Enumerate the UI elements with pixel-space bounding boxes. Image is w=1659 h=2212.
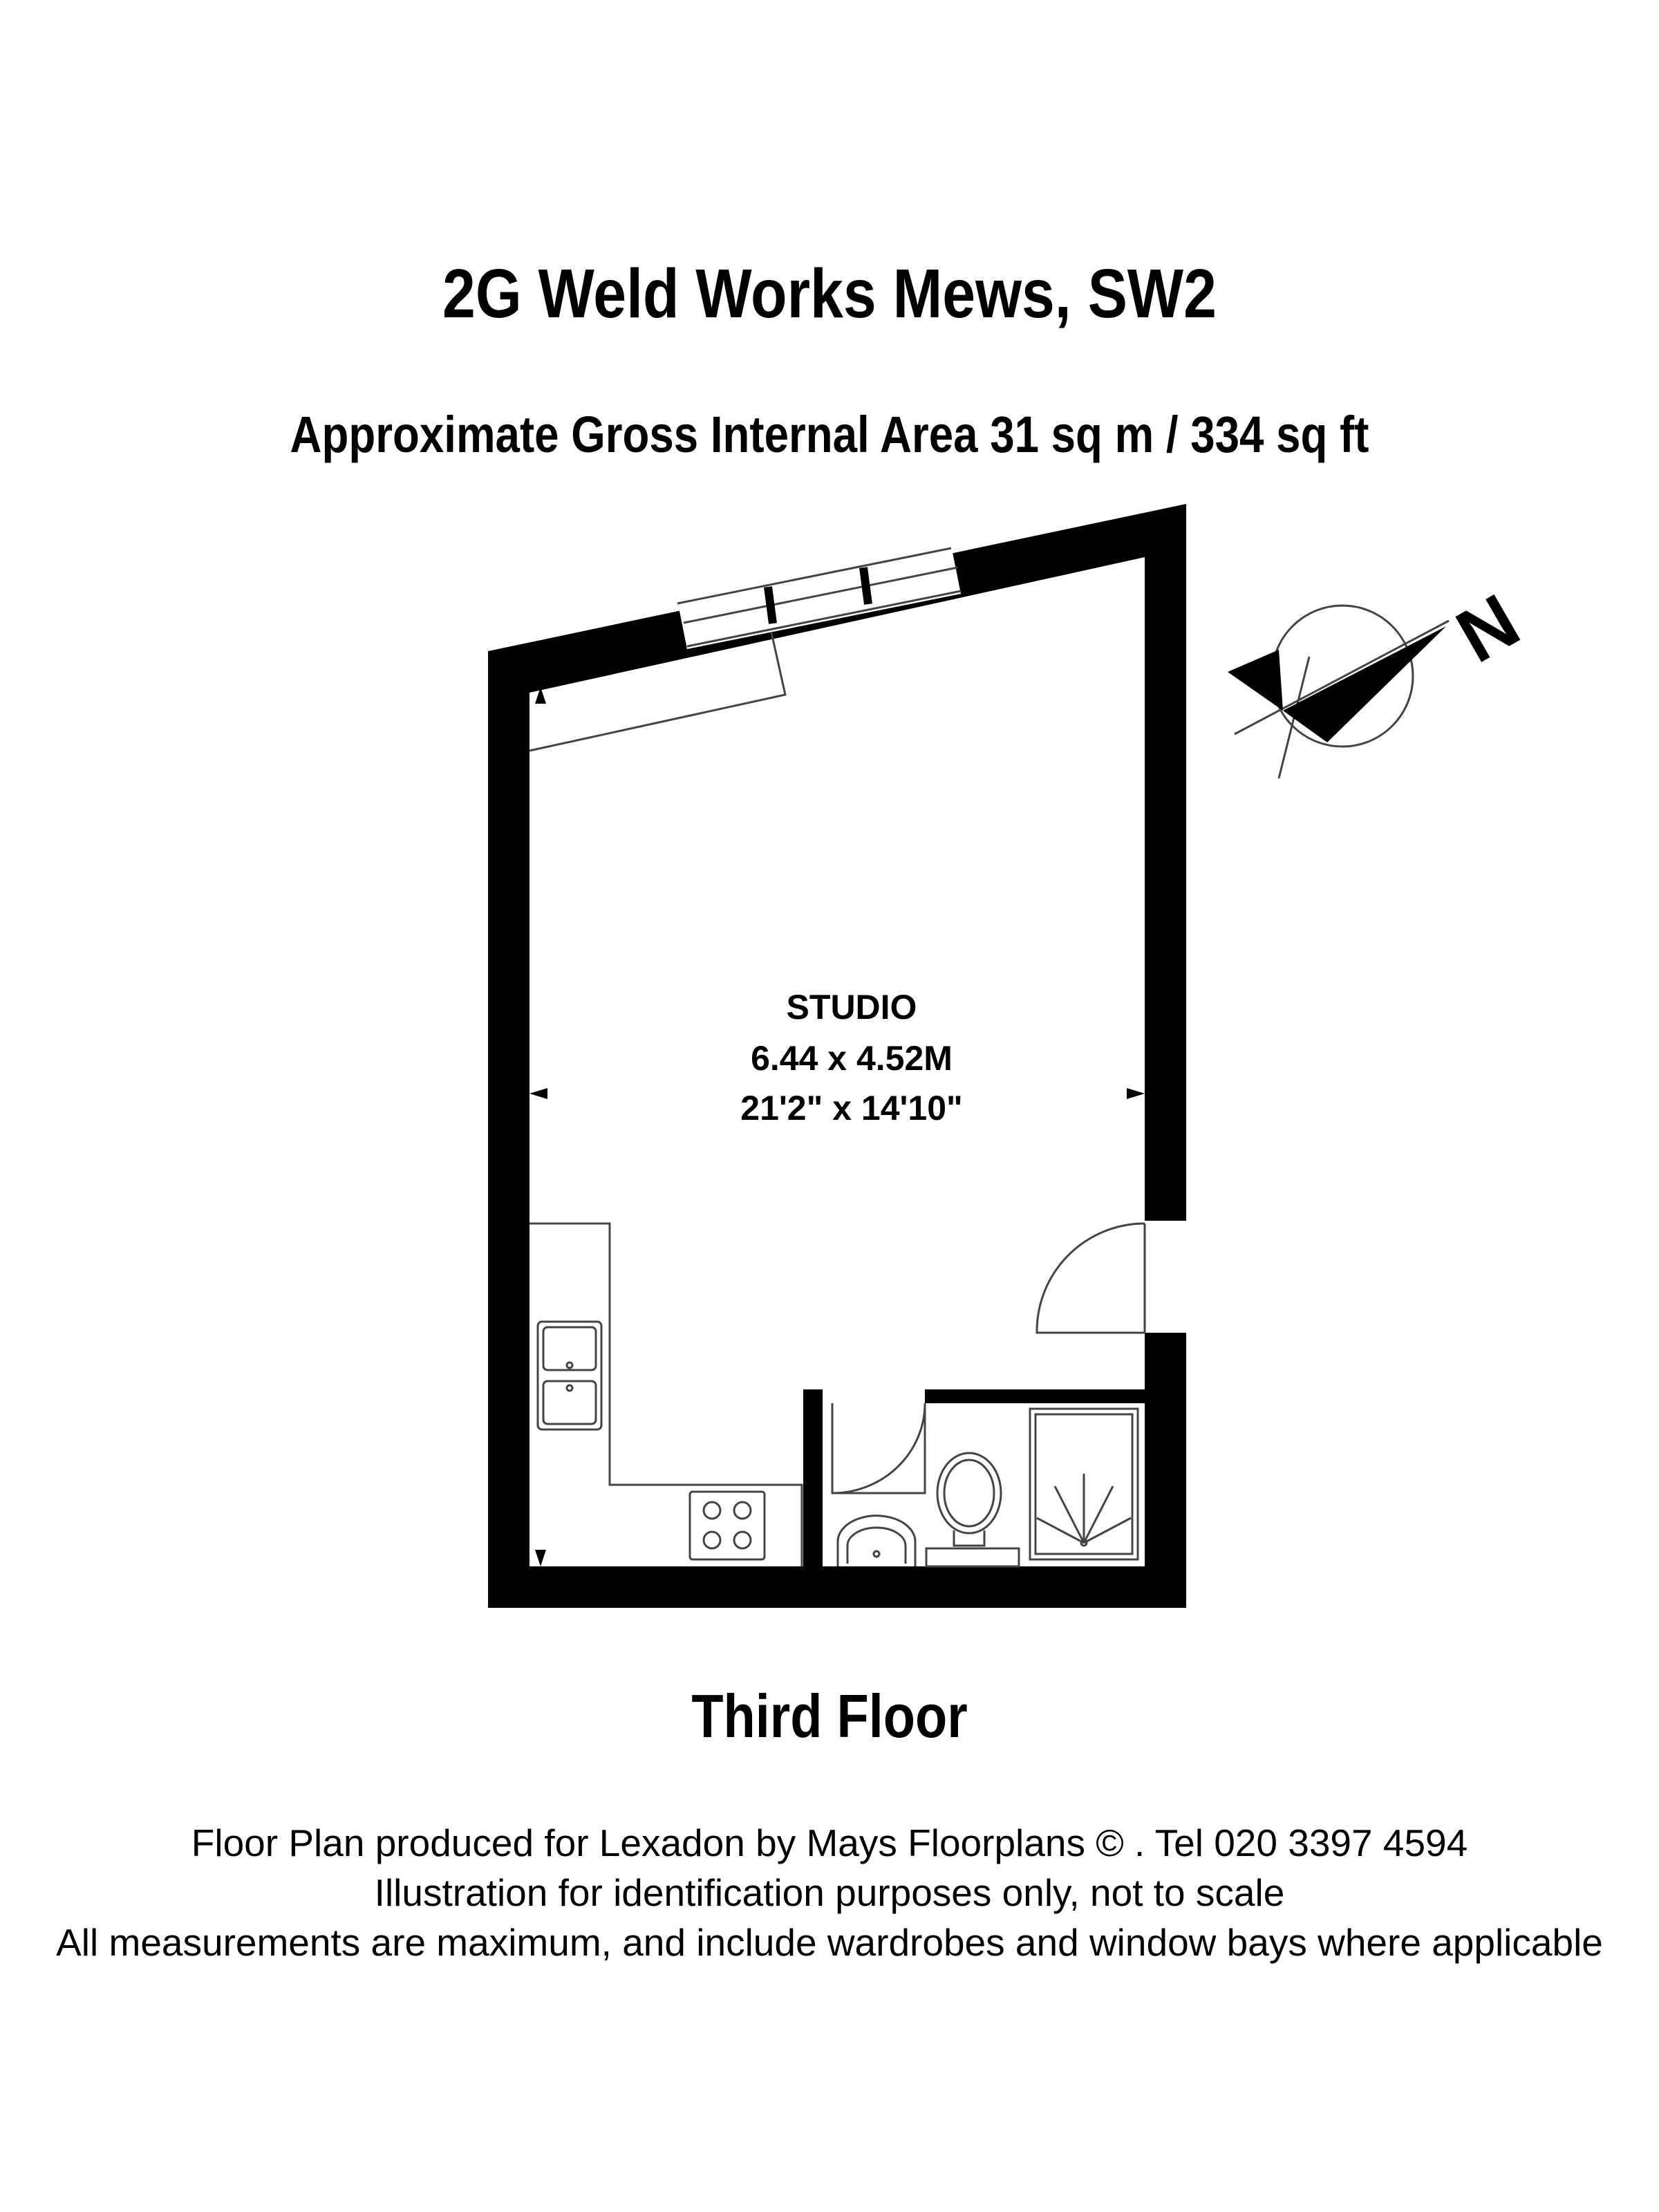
footer-credit: Floor Plan produced for Lexadon by Mays Floorplans © . Tel 020 3397 4594 [191, 1821, 1468, 1864]
window-opening [677, 545, 961, 649]
bathroom-partition [803, 1389, 1146, 1569]
basin-icon [838, 1516, 915, 1566]
footer-measurements-note: All measurements are maximum, and include wardrobes and window bays where applicable [56, 1921, 1603, 1964]
shower-tray-icon [1030, 1409, 1138, 1559]
toilet-icon [926, 1453, 1019, 1566]
room-size-imperial: 21'2" x 14'10" [740, 1089, 963, 1127]
gross-area-text: Approximate Gross Internal Area 31 sq m / 334 sq ft [290, 406, 1369, 463]
entrance-door-swing [1037, 1224, 1145, 1333]
hob-icon [690, 1492, 765, 1559]
floor-label: Third Floor [691, 1682, 968, 1750]
north-label: N [1443, 578, 1533, 679]
footer-disclaimer: Illustration for identification purposes only, not to scale [374, 1871, 1285, 1914]
room-name: STUDIO [786, 988, 917, 1027]
entrance-door-opening [1143, 1221, 1188, 1333]
room-size-metric: 6.44 x 4.52M [751, 1039, 953, 1078]
compass-icon [1228, 606, 1449, 778]
kitchen-worktop [529, 1224, 802, 1566]
kitchen-sink-icon [538, 1322, 601, 1430]
bathroom-door-swing [832, 1403, 925, 1493]
plan-title: 2G Weld Works Mews, SW2 [442, 255, 1217, 332]
